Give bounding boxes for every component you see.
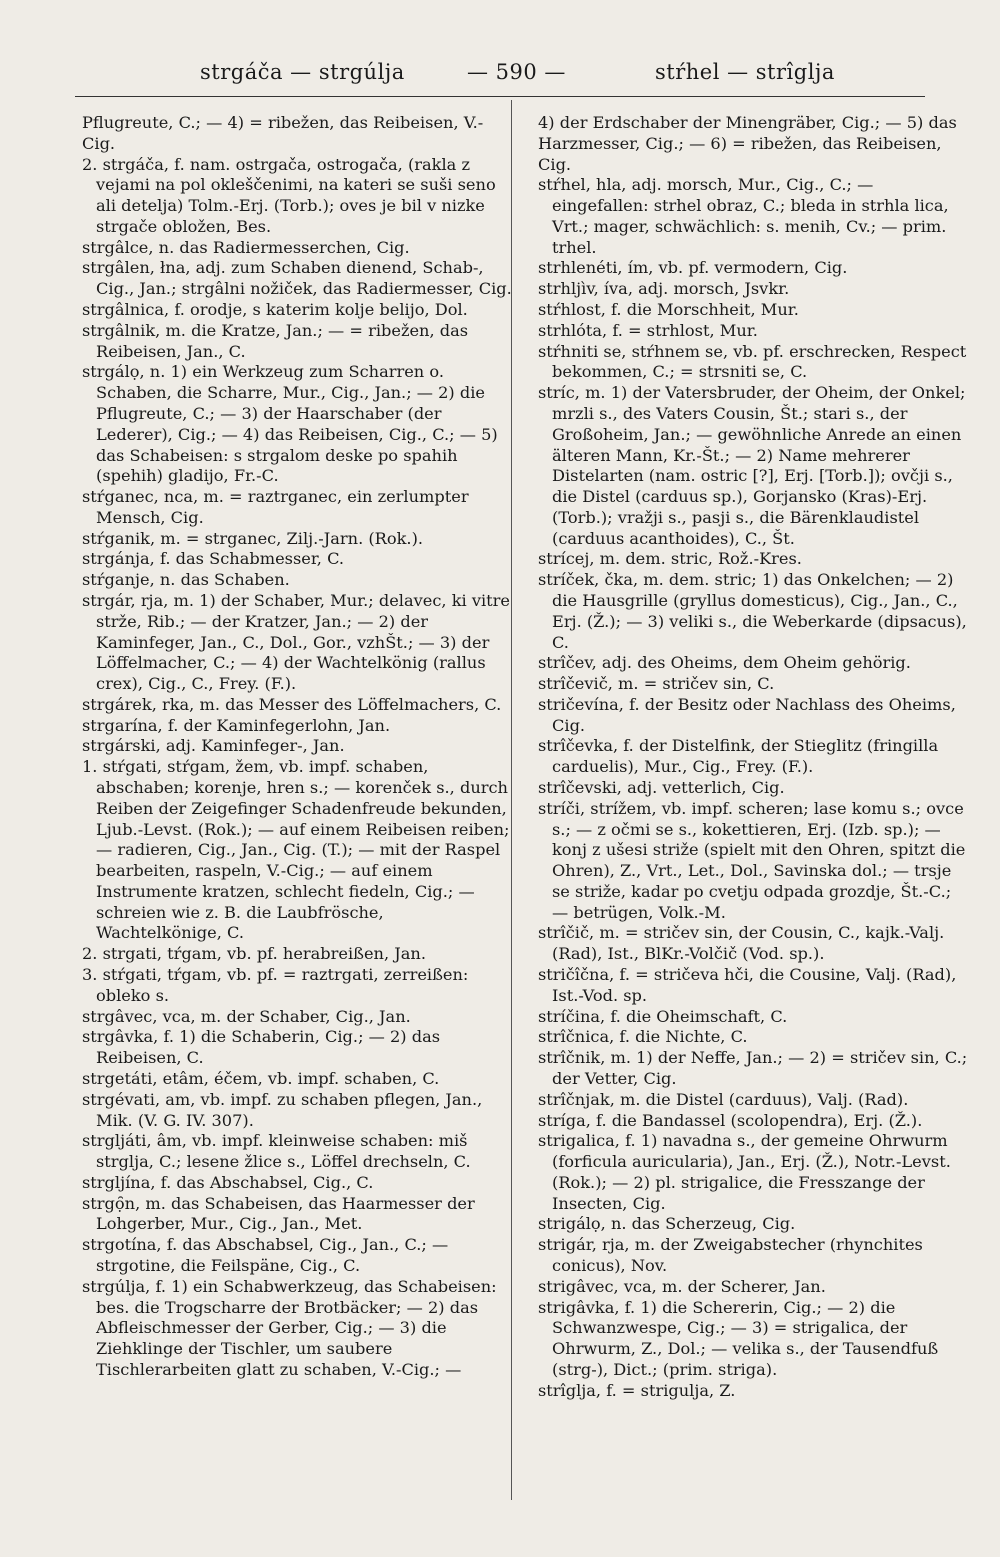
dictionary-entry: strîčnik, m. 1) der Neffe, Jan.; — 2) = stričev sin, C.; der Vetter, Cig. <box>538 1048 968 1088</box>
dictionary-entry: strigálọ, n. das Scherzeug, Cig. <box>538 1214 796 1234</box>
dictionary-entry: strîčevski, adj. vetterlich, Cig. <box>538 778 785 797</box>
dictionary-entry: strgâlce, n. das Radiermesserchen, Cig. <box>82 237 410 257</box>
dictionary-entry: strgár, rja, m. 1) der Schaber, Mur.; delavec, ki vitre strže, Rib.; — der Kratzer, Jan.; — 2) der Kaminfeger, Jan., C., Dol., Gor., vzhŠt.; — 3) der Löffelmacher, C.; — 4) der Wachtelkönig (rallus crex), Cig., C., Frey. (F.). <box>82 590 510 694</box>
dictionary-entry: strgálọ, n. 1) ein Werkzeug zum Scharren o. Schaben, die Scharre, Mur., Cig., Jan.; — 2) die Pflugreute, C.; — 3) der Haarschaber (der Lederer), Cig.; — 4) das Reibeisen, Cig., C.; — 5) das Schabeisen: s strgalom deske po spahih (spehih) gladijo, Fr.-C. <box>82 362 498 486</box>
dictionary-entry: strgárek, rka, m. das Messer des Löffelmachers, C. <box>82 694 502 714</box>
page-number: — 590 — <box>467 60 566 84</box>
dictionary-entry: stričevína, f. der Besitz oder Nachlass des Oheims, Cig. <box>538 694 956 735</box>
dictionary-entry: strgâvec, vca, m. der Schaber, Cig., Jan. <box>82 1006 411 1026</box>
dictionary-entry: strhlóta, f. = strhlost, Mur. <box>538 320 758 340</box>
dictionary-entry: strgljína, f. das Abschabsel, Cig., C. <box>82 1172 374 1192</box>
dictionary-entry: strhlenéti, ím, vb. pf. vermodern, Cig. <box>538 258 848 278</box>
dictionary-entry: strhljìv, íva, adj. morsch, Jsvkr. <box>538 279 790 299</box>
dictionary-entry: strîčnjak, m. die Distel (carduus), Valj. (Rad). <box>538 1089 909 1109</box>
header-left-guideword: strgáča — strgúlja <box>200 60 405 84</box>
dictionary-entry: strgetáti, etâm, éčem, vb. impf. schaben, C. <box>82 1068 440 1088</box>
page-header <box>75 50 925 90</box>
dictionary-entry: strgarína, f. der Kaminfegerlohn, Jan. <box>82 715 391 735</box>
dictionary-entry: strgọ̑n, m. das Schabeisen, das Haarmesser der Lohgerber, Mur., Cig., Jan., Met. <box>82 1193 475 1234</box>
right-column <box>538 113 968 1401</box>
dictionary-entry: stŕhniti se, stŕhnem se, vb. pf. erschrecken, Respect bekommen, C.; = strsniti se, C. <box>538 341 967 382</box>
dictionary-entry: strigâvka, f. 1) die Schererin, Cig.; — 2) die Schwanzwespe, Cig.; — 3) = strigalica, der Ohrwurm, Z., Dol.; — velika s., der Tausendfuß (strg-), Dict.; (prim. striga). <box>538 1297 939 1379</box>
dictionary-entry: strigâvec, vca, m. der Scherer, Jan. <box>538 1276 826 1296</box>
dictionary-entry: strgâlen, łna, adj. zum Schaben dienend, Schab-, Cig., Jan.; strgâlni nožiček, das Radiermesser, Cig. <box>82 258 512 299</box>
dictionary-entry: strgárski, adj. Kaminfeger-, Jan. <box>82 736 345 756</box>
dictionary-entry: strîčevič, m. = stričev sin, C. <box>538 674 775 694</box>
dictionary-entry: stŕganje, n. das Schaben. <box>82 570 290 590</box>
dictionary-entry: stŕganik, m. = strganec, Zilj.-Jarn. (Rok.). <box>82 528 424 548</box>
dictionary-entry: 1. stŕgati, stŕgam, žem, vb. impf. schaben, abschaben; korenje, hren s.; — korenček s., durch Reiben der Zeigefinger Schadenfreude bekunden, Ljub.-Levst. (Rok.); — auf einem Reibeisen reiben; — radieren, Cig., Jan., Cig. (T.); — mit der Raspel bearbeiten, raspeln, V.-Cig.; — auf einem Instrumente kratzen, schlecht fiedeln, Cig.; — schreien wie z. B. die Laubfrösche, Wachtelkönige, C. <box>82 757 510 943</box>
dictionary-entry: strgâlnica, f. orodje, s katerim kolje belijo, Dol. <box>82 300 468 320</box>
dictionary-entry: strîčev, adj. des Oheims, dem Oheim gehörig. <box>538 653 911 673</box>
dictionary-entry: strgâlnik, m. die Kratze, Jan.; — = ribežen, das Reibeisen, Jan., C. <box>82 320 469 361</box>
dictionary-entry: stríga, f. die Bandassel (scolopendra), Erj. (Ž.). <box>538 1110 923 1130</box>
header-right-guideword: stŕhel — strîglja <box>655 60 835 84</box>
dictionary-entry: strigalica, f. 1) navadna s., der gemeine Ohrwurm (forficula auricularia), Jan., Erj. (Ž.), Notr.-Levst. (Rok.); — 2) pl. strigalice, die Fresszange der Insecten, Cig. <box>538 1131 951 1213</box>
dictionary-entry: strîglja, f. = strigulja, Z. <box>538 1380 736 1400</box>
dictionary-entry: strgúlja, f. 1) ein Schabwerkzeug, das Schabeisen: bes. die Trogscharre der Brotbäcker; — 2) das Abfleischmesser der Gerber, Cig.; — 3) die Ziehklinge der Tischler, um saubere Tischlerarbeiten glatt zu schaben, V.-Cig.; — <box>82 1276 497 1379</box>
dictionary-entry: strgévati, am, vb. impf. zu schaben pflegen, Jan., Mik. (V. G. IV. 307). <box>82 1089 483 1130</box>
dictionary-entry: stríc, m. 1) der Vatersbruder, der Oheim, der Onkel; mrzli s., des Vaters Cousin, Št.; stari s., der Großoheim, Jan.; — gewöhnliche Anrede an einen älteren Mann, Kr.-Št.; — 2) Name mehrerer Distelarten (nam. ostric [?], Erj. [Torb.]); ovčji s., die Distel (carduus sp.), Gorjansko (Kras)-Erj. (Torb.); vražji s., pasji s., die Bärenklaudistel (carduus acanthoides), C., Št. <box>538 383 966 548</box>
dictionary-entry: strícej, m. dem. stric, Rož.-Kres. <box>538 549 802 569</box>
left-column <box>82 113 512 1381</box>
dictionary-entry: 2. strgáča, f. nam. ostrgača, ostrogača, (rakla z vejami na pol okleščenimi, na kateri se suši seno ali detelja) Tolm.-Erj. (Torb.); oves je bil v nizke strgače obložen, Bes. <box>82 154 496 236</box>
dictionary-entry: stríček, čka, m. dem. stric; 1) das Onkelchen; — 2) die Hausgrille (gryllus domesticus), Cig., Jan., C., Erj. (Ž.); — 3) veliki s., die Weberkarde (dipsacus), C. <box>538 570 967 652</box>
dictionary-entry: strgâvka, f. 1) die Schaberin, Cig.; — 2) das Reibeisen, C. <box>82 1027 441 1068</box>
dictionary-entry: stríčina, f. die Oheimschaft, C. <box>538 1006 788 1026</box>
dictionary-entry: strîčič, m. = stričev sin, der Cousin, C., kajk.-Valj. (Rad), Ist., BlKr.-Volčič (Vod. sp.). <box>538 923 945 964</box>
dictionary-entry: strgljáti, âm, vb. impf. kleinweise schaben: miš strglja, C.; lesene žlice s., Löffel drechseln, C. <box>82 1131 471 1172</box>
dictionary-entry: 3. stŕgati, tŕgam, vb. pf. = raztrgati, zerreißen: obleko s. <box>82 965 469 1005</box>
dictionary-entry: 2. strgati, tŕgam, vb. pf. herabreißen, Jan. <box>82 944 426 964</box>
dictionary-entry: 4) der Erdschaber der Minengräber, Cig.; — 5) das Harzmesser, Cig.; — 6) = ribežen, das Reibeisen, Cig. <box>538 113 957 174</box>
dictionary-entry: strgánja, f. das Schabmesser, C. <box>82 549 345 569</box>
dictionary-entry: strigár, rja, m. der Zweigabstecher (rhynchites conicus), Nov. <box>538 1235 923 1275</box>
dictionary-entry: stričîčna, f. = stričeva hči, die Cousine, Valj. (Rad), Ist.-Vod. sp. <box>538 965 957 1005</box>
dictionary-entry: strîčevka, f. der Distelfink, der Stieglitz (fringilla carduelis), Mur., Cig., Frey. (F.). <box>538 736 939 777</box>
dictionary-entry: stŕhlost, f. die Morschheit, Mur. <box>538 300 799 320</box>
dictionary-entry: Pflugreute, C.; — 4) = ribežen, das Reibeisen, V.-Cig. <box>82 113 484 153</box>
dictionary-entry: stríči, strížem, vb. impf. scheren; lase komu s.; ovce s.; — z očmi se s., kokettieren, Erj. (Izb. sp.); — konj z ušesi striže (spielt mit den Ohren, spitzt die Ohren), Z., Vrt., Let., Dol., Savinska dol.; — trsje se striže, kadar po cvetju odpada grozdje, Št.-C.; — betrügen, Volk.-M. <box>538 798 966 922</box>
dictionary-entry: stŕhel, hla, adj. morsch, Mur., Cig., C.; — eingefallen: strhel obraz, C.; bleda in strhla lica, Vrt.; mager, schwächlich: s. menih, Cv.; — prim. trhel. <box>538 175 949 257</box>
dictionary-entry: strîčnica, f. die Nichte, C. <box>538 1027 748 1047</box>
dictionary-entry: stŕganec, nca, m. = raztrganec, ein zerlumpter Mensch, Cig. <box>82 487 469 527</box>
dictionary-entry: strgotína, f. das Abschabsel, Cig., Jan., C.; — strgotine, die Feilspäne, Cig., C. <box>82 1235 449 1275</box>
header-rule <box>75 96 925 97</box>
